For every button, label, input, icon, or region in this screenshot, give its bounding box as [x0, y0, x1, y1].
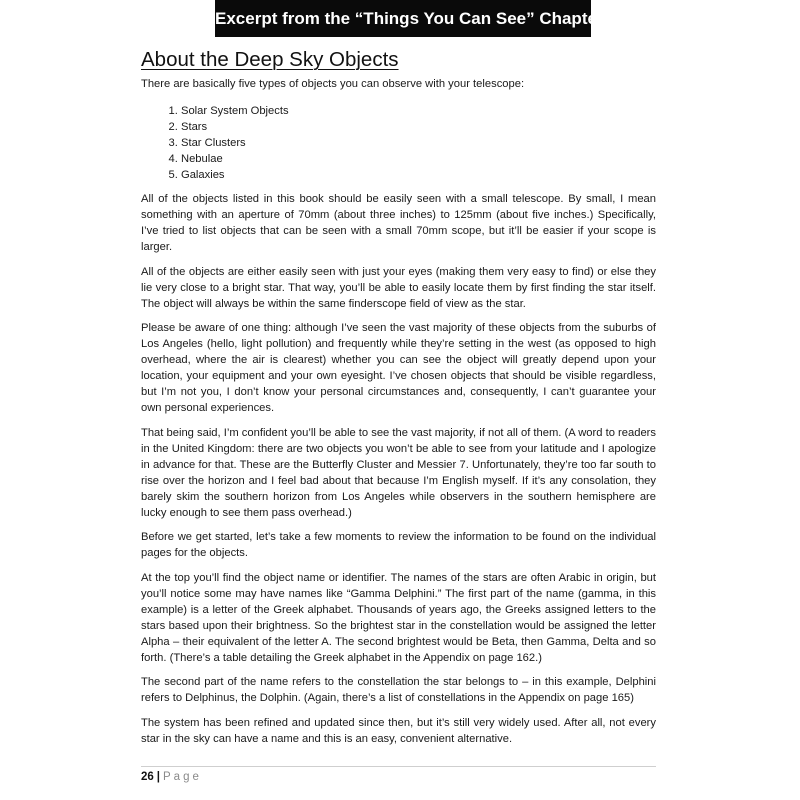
page-footer — [141, 766, 656, 785]
paragraph-uk-readers: That being said, I’m confident you’ll be able to see the vast majority, if not all of them. (A word to readers in the United Kingdom: there are two objects you won’t be able to see from your latitude and I apologize in advance for that. These are the Butterfly Cluster and Messier 7. Unfortunately, they’re too far south to rise over the horizon and I feel bad about that because I’m English myself. If it’s any consolation, they barely skim the southern horizon from Los Angeles while observers in the southern hemisphere are lucky enough to see them pass overhead.) — [141, 426, 656, 519]
paragraph-system: The system has been refined and updated since then, but it’s still very widely used. After all, not every star in the sky can have a name and this is an easy, convenient alternative. — [141, 716, 656, 745]
list-item: 3. Star Clusters — [181, 135, 656, 151]
object-types-list — [141, 103, 656, 183]
paragraph-getting-started: Before we get started, let’s take a few moments to review the information to be found on the individual pages for the objects. — [141, 531, 656, 559]
chapter-banner: Excerpt from the “Things You Can See” Chapter — [215, 0, 591, 37]
page-content — [141, 46, 656, 755]
list-item: 5. Galaxies — [181, 167, 656, 183]
paragraph-disclaimer: Please be aware of one thing: although I’ve seen the vast majority of these objects from the suburbs of Los Angeles (hello, light pollution) and frequently while they’re setting in the west (as opposed to high overhead, where the air is clearest) whether you can see the object will greatly depend upon your location, your equipment and your own eyesight. I’ve chosen objects that should be visible regardless, but I’m not you, I don’t know your personal circumstances and, consequently, I can’t guarantee your own personal experiences. — [141, 322, 656, 414]
paragraph-easy-to-find: All of the objects are either easily seen with just your eyes (making them very easy to find) or else they lie very close to a bright star. That way, you’ll be able to easily locate them by first finding the star itself. The object will always be within the same finderscope field of view as the star. — [141, 265, 656, 310]
list-item: 1. Solar System Objects — [181, 103, 656, 119]
page-label: Page — [163, 771, 202, 783]
intro-paragraph: There are basically five types of objects you can observe with your telescope: — [141, 78, 525, 90]
page-number: 26 — [141, 771, 154, 783]
section-title: About the Deep Sky Objects — [141, 48, 399, 71]
footer-separator: | — [156, 771, 161, 783]
paragraph-object-names: At the top you’ll find the object name or identifier. The names of the stars are often Arabic in origin, but you’ll notice some may have names like “Gamma Delphini.” The first part of the name (gamma, in this example) is a letter of the Greek alphabet. Thousands of years ago, the Greeks assigned letters to the stars based upon their brightness. So the brightest star in the constellation would be assigned the letter Alpha – their equivalent of the letter A. The second brightest would be Beta, then Gamma, Delta and so forth. (There’s a table detailing the Greek alphabet in the Appendix on page 162.) — [141, 571, 656, 664]
paragraph-constellation: The second part of the name refers to the constellation the star belongs to – in this example, Delphini refers to Delphinus, the Dolphin. (Again, there’s a list of constellations in the Appendix on page 165) — [141, 676, 656, 704]
list-item: 2. Stars — [181, 119, 656, 135]
list-item: 4. Nebulae — [181, 151, 656, 167]
paragraph-telescope-size: All of the objects listed in this book should be easily seen with a small telescope. By small, I mean something with an aperture of 70mm (about three inches) to 125mm (about five inches.) Specifically, I’ve tried to list objects that can be seen with a small 70mm scope, but it’ll be easier if your scope is larger. — [141, 193, 656, 253]
